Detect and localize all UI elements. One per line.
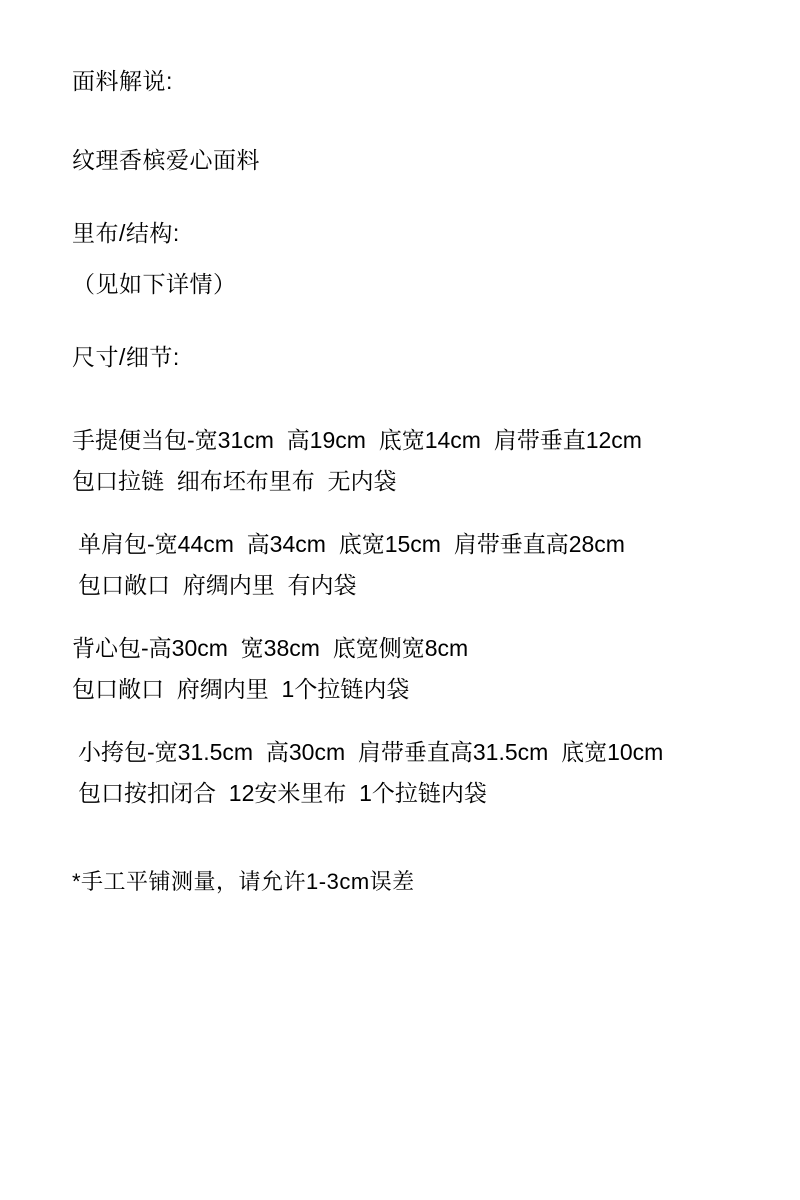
spacer — [72, 172, 740, 222]
spec-item-handbag — [72, 429, 740, 493]
spacer — [72, 369, 740, 429]
fabric-body: 纹理香槟爱心面料 — [72, 147, 260, 173]
lining-body: （见如下详情） — [72, 271, 237, 297]
spec-dimensions: 手提便当包-宽31cm 高19cm 底宽14cm 肩带垂直12cm — [72, 427, 642, 453]
spec-dimensions: 单肩包-宽44cm 高34cm 底宽15cm 肩带垂直高28cm — [78, 531, 625, 557]
spec-item-shoulderbag — [72, 533, 740, 597]
lining-heading: 里布/结构: — [72, 220, 180, 246]
spec-details: 包口按扣闭合 12安米里布 1个拉链内袋 — [78, 780, 487, 806]
spacer — [72, 597, 740, 637]
spacer — [72, 493, 740, 533]
spec-details: 包口拉链 细布坯布里布 无内袋 — [72, 468, 397, 494]
spacer — [72, 245, 740, 273]
spec-details: 包口敞口 府绸内里 有内袋 — [78, 572, 357, 598]
spec-details: 包口敞口 府绸内里 1个拉链内袋 — [72, 676, 410, 702]
fabric-heading: 面料解说: — [72, 68, 173, 94]
spec-item-crossbodybag — [72, 741, 740, 805]
spacer — [72, 296, 740, 346]
spacer — [72, 93, 740, 149]
spacer — [72, 805, 740, 871]
size-heading: 尺寸/细节: — [72, 344, 180, 370]
spec-dimensions: 背心包-高30cm 宽38cm 底宽侧宽8cm — [72, 635, 469, 661]
spec-dimensions: 小挎包-宽31.5cm 高30cm 肩带垂直高31.5cm 底宽10cm — [78, 739, 664, 765]
spec-item-vestbag — [72, 637, 740, 701]
measurement-footnote: *手工平铺测量，请允许1-3cm误差 — [72, 869, 415, 894]
spacer — [72, 701, 740, 741]
